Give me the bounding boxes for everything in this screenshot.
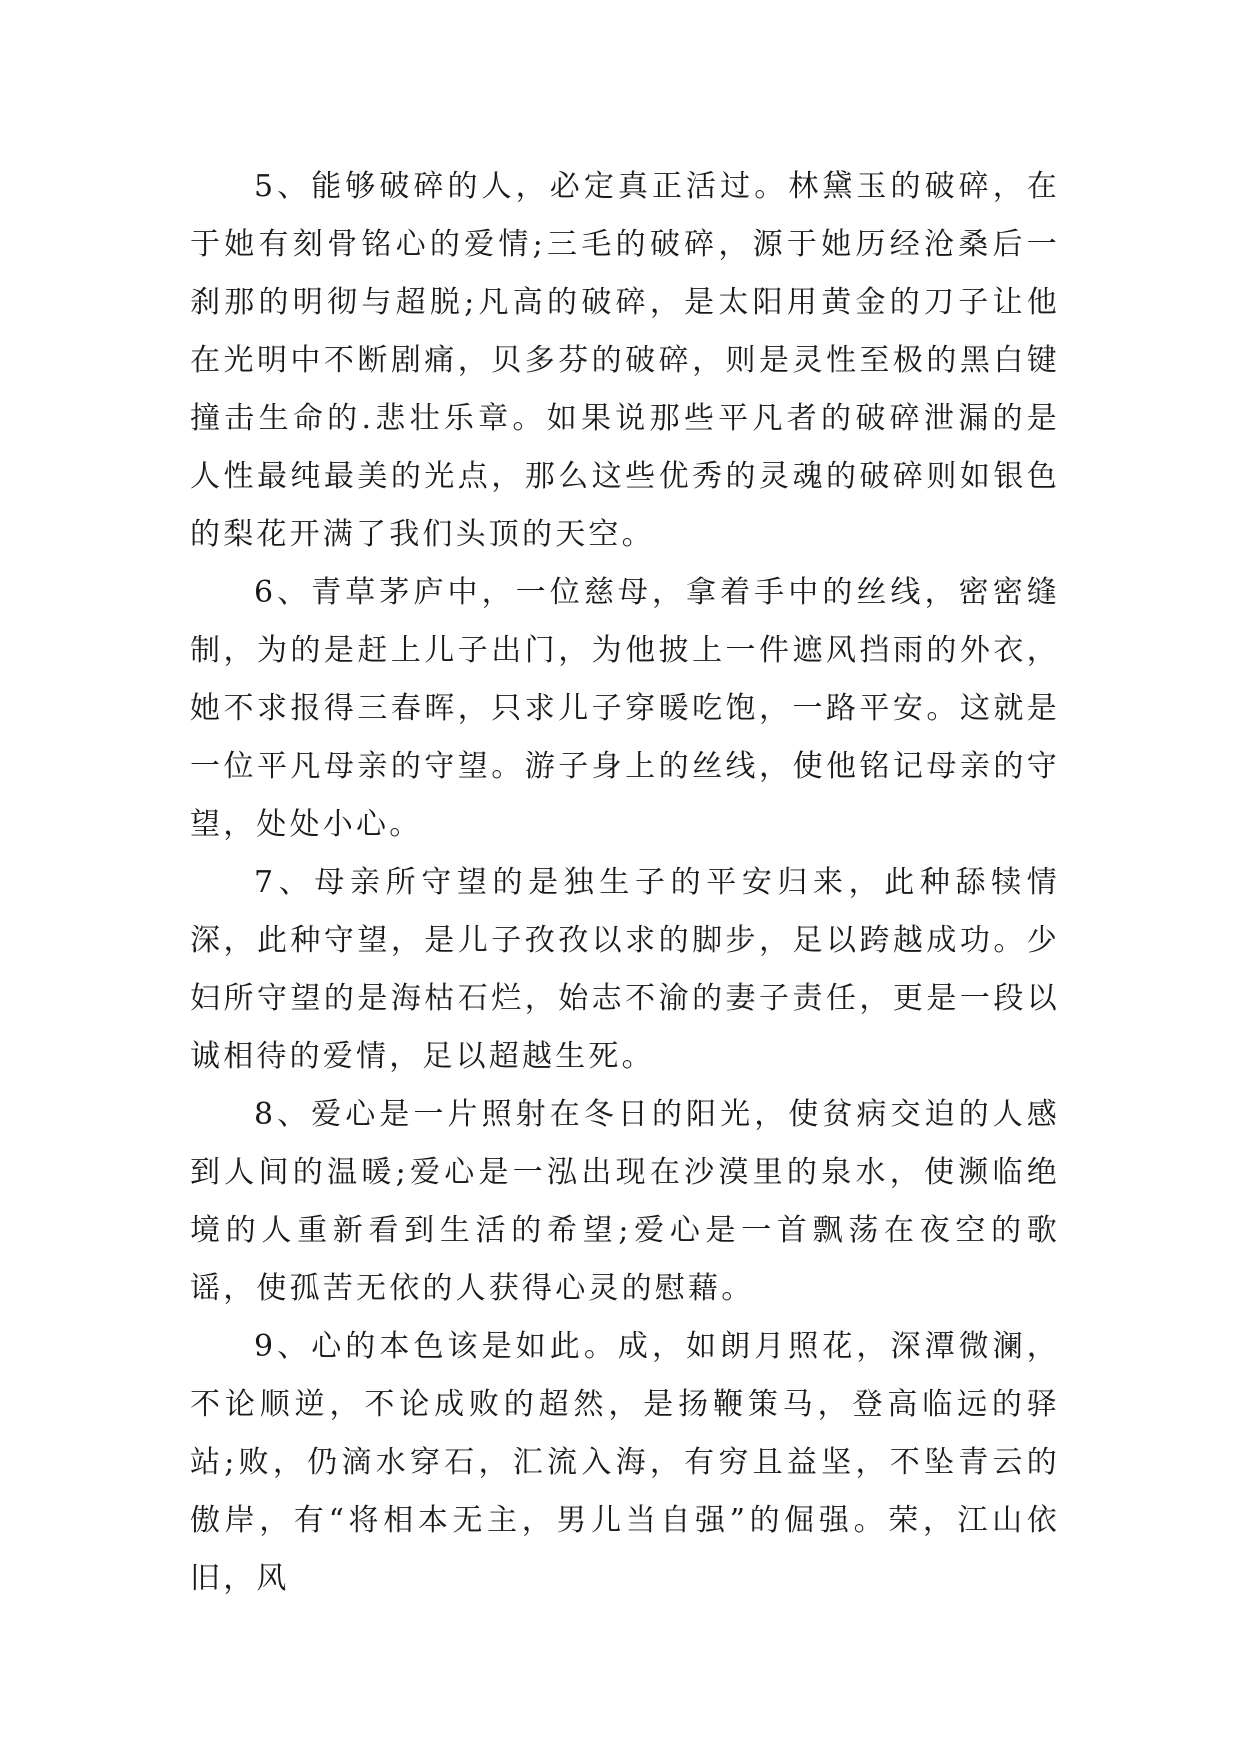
paragraph-9: 9、心的本色该是如此。成，如朗月照花，深潭微澜，不论顺逆，不论成败的超然，是扬鞭策马，登高临远的驿站;败，仍滴水穿石，汇流入海，有穷且益坚，不坠青云的傲岸，有“将相本无主，男儿当自强”的倔强。荣，江山依旧，风	[190, 1329, 1060, 1596]
body-text	[190, 158, 1060, 1608]
paragraph-5: 5、能够破碎的人，必定真正活过。林黛玉的破碎，在于她有刻骨铭心的爱情;三毛的破碎，源于她历经沧桑后一刹那的明彻与超脱;凡高的破碎，是太阳用黄金的刀子让他在光明中不断剧痛，贝多芬的破碎，则是灵性至极的黑白键撞击生命的.悲壮乐章。如果说那些平凡者的破碎泄漏的是人性最纯最美的光点，那么这些优秀的灵魂的破碎则如银色的梨花开满了我们头顶的天空。	[190, 169, 1060, 552]
paragraph-8: 8、爱心是一片照射在冬日的阳光，使贫病交迫的人感到人间的温暖;爱心是一泓出现在沙漠里的泉水，使濒临绝境的人重新看到生活的希望;爱心是一首飘荡在夜空的歌谣，使孤苦无依的人获得心灵的慰藉。	[190, 1097, 1060, 1306]
paragraph-7: 7、母亲所守望的是独生子的平安归来，此种舔犊情深，此种守望，是儿子孜孜以求的脚步，足以跨越成功。少妇所守望的是海枯石烂，始志不渝的妻子责任，更是一段以诚相待的爱情，足以超越生死。	[190, 865, 1060, 1074]
paragraph-6: 6、青草茅庐中，一位慈母，拿着手中的丝线，密密缝制，为的是赶上儿子出门，为他披上一件遮风挡雨的外衣，她不求报得三春晖，只求儿子穿暖吃饱，一路平安。这就是一位平凡母亲的守望。游子身上的丝线，使他铭记母亲的守望，处处小心。	[190, 575, 1060, 842]
